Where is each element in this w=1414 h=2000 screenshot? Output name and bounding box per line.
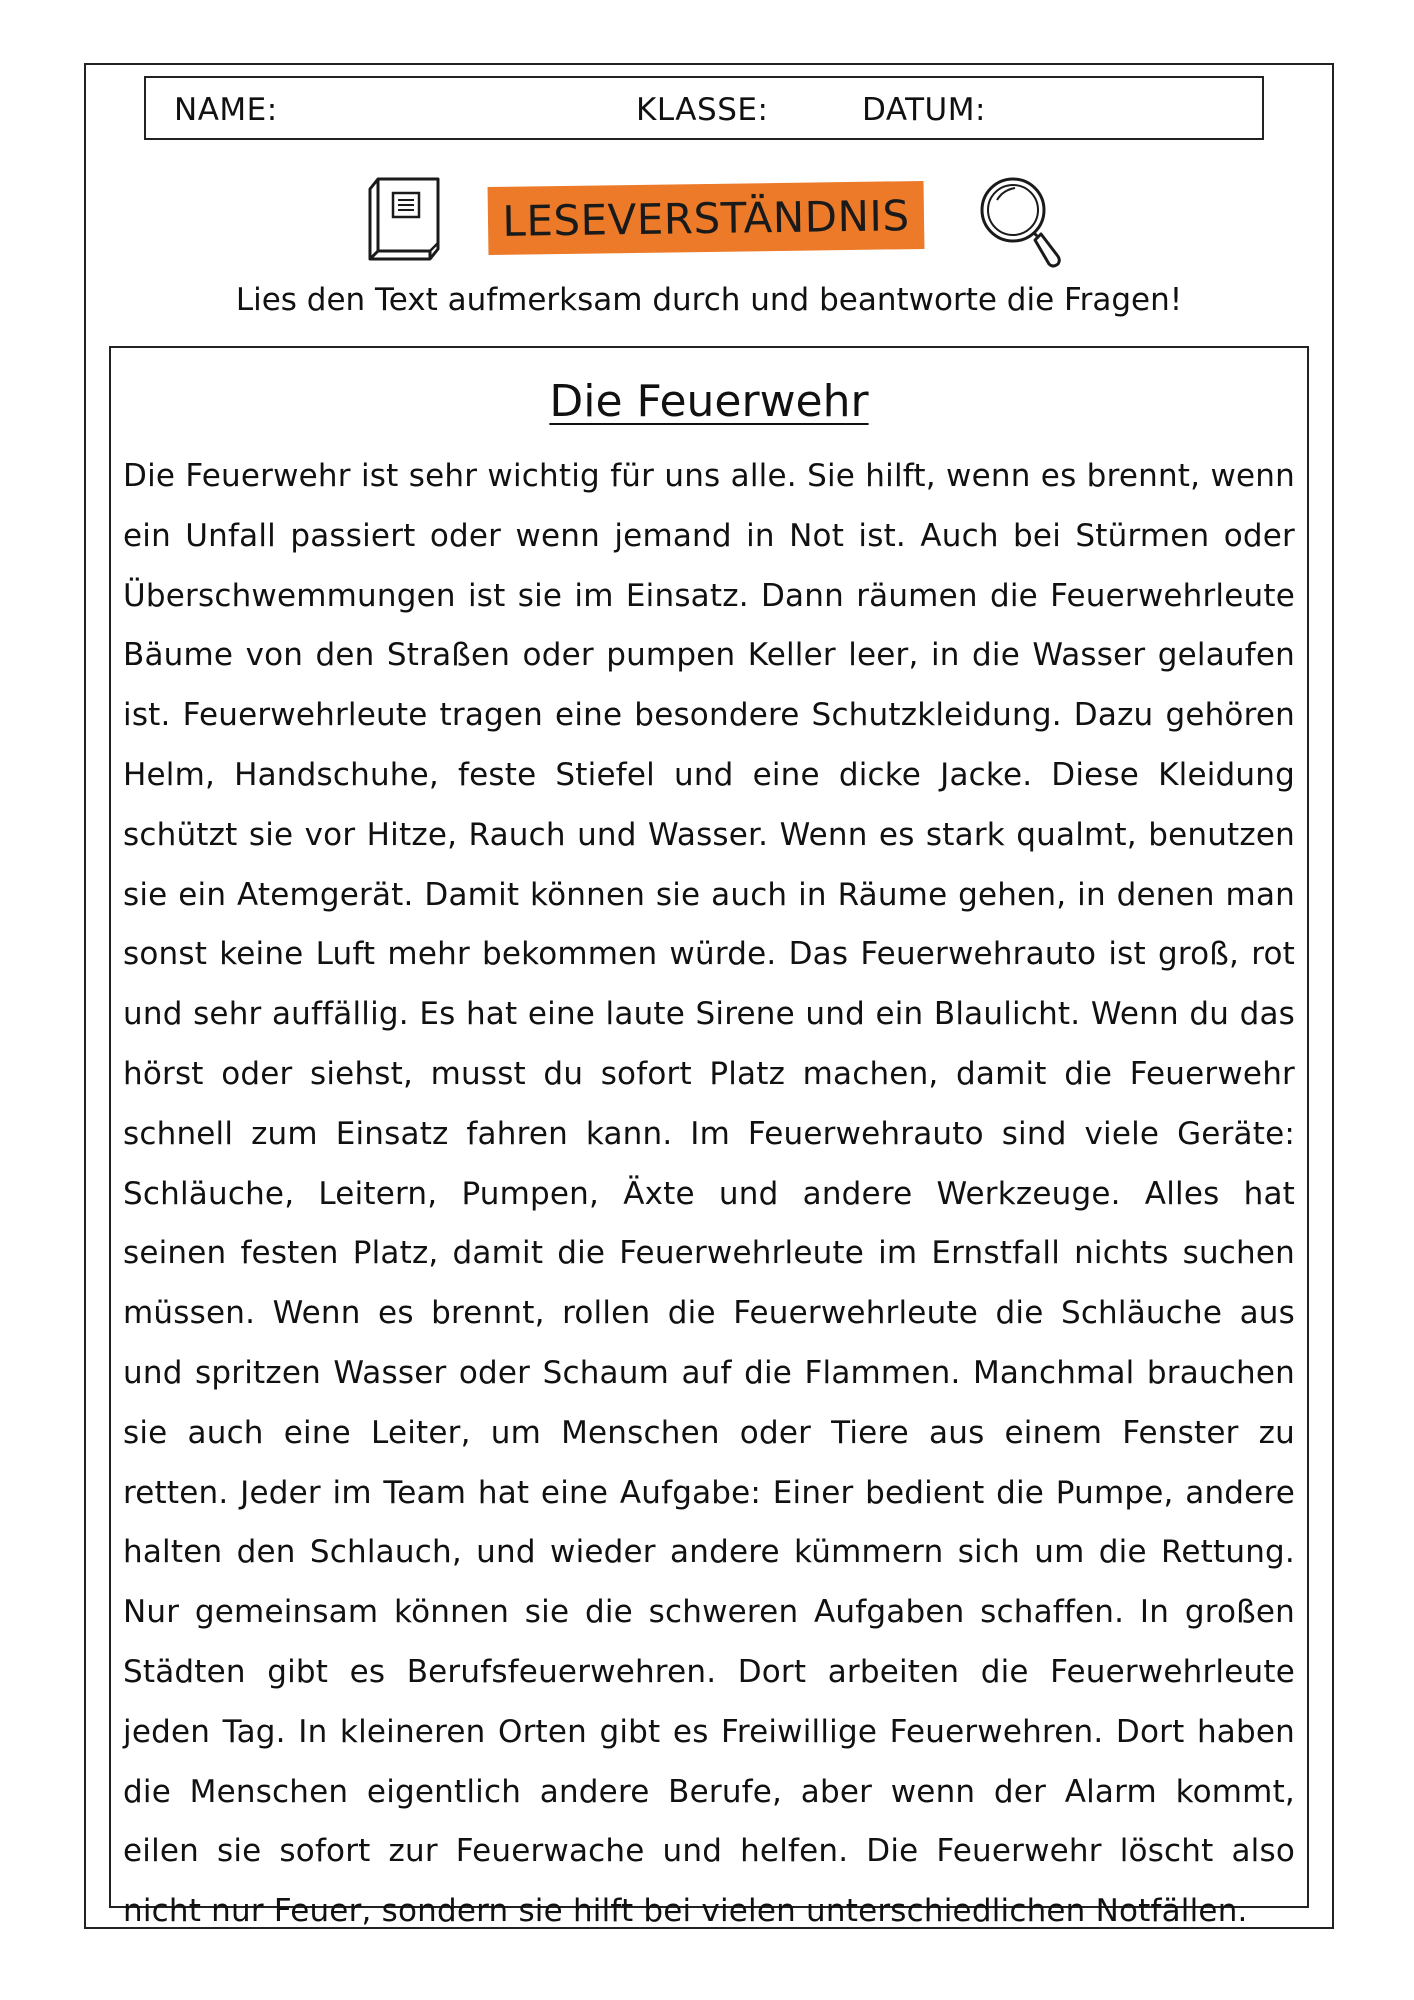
class-label: KLASSE: — [636, 92, 769, 128]
section-title: LESEVERSTÄNDNIS — [502, 190, 910, 246]
student-info-box — [144, 76, 1264, 140]
date-label: DATUM: — [862, 92, 986, 128]
story-title: Die Feuerwehr — [549, 376, 869, 427]
reading-text-box — [109, 346, 1309, 1930]
magnifier-icon — [975, 170, 1065, 270]
instruction-text: Lies den Text aufmerksam durch und beantworte die Fragen! — [235, 282, 1183, 318]
book-icon — [364, 175, 444, 261]
section-title-banner — [488, 181, 925, 255]
story-body: Die Feuerwehr ist sehr wichtig für uns alle. Sie hilft, wenn es brennt, wenn ein Unfall passiert oder wenn jemand in Not ist. Auch bei Stürmen oder Überschwemmungen ist sie im Einsatz. Dann räumen die Feuerwehrleute Bäume von den Straßen oder pumpen Keller leer, in die Wasser gelaufen ist. Feuerwehrleute tragen eine besondere Schutzkleidung. Dazu gehören Helm, Handschuhe, feste Stiefel und eine dicke Jacke. Diese Kleidung schützt sie vor Hitze, Rauch und Wasser. Wenn es stark qualmt, benutzen sie ein Atemgerät. Damit können sie auch in Räume gehen, in denen man sonst keine Luft mehr bekommen würde. Das Feuerwehrauto ist groß, rot und sehr auffällig. Es hat eine laute Sirene und ein Blaulicht. Wenn du das hörst oder siehst, musst du sofort Platz machen, damit die Feuerwehr schnell zum Einsatz fahren kann. Im Feuerwehrauto sind viele Geräte: Schläuche, Leitern, Pumpen, Äxte und andere Werkzeuge. Alles hat seinen festen Platz, damit die Feuerwehrleute im Ernstfall nichts suchen müssen. Wenn es brennt, rollen die Feuerwehrleute die Schläuche aus und spritzen Wasser oder Schaum auf die Flammen. Manchmal brauchen sie auch eine Leiter, um Menschen oder Tiere aus einem Fenster zu retten. Jeder im Team hat eine Aufgabe: Einer bedient die Pumpe, andere halten den Schlauch, und wieder andere kümmern sich um die Rettung. Nur gemeinsam können sie die schweren Aufgaben schaffen. In großen Städten gibt es Berufsfeuerwehren. Dort arbeiten die Feuerwehrleute jeden Tag. In kleineren Orten gibt es Freiwillige Feuerwehren. Dort haben die Menschen eigentlich andere Berufe, aber wenn der Alarm kommt, eilen sie sofort zur Feuerwache und helfen. Die Feuerwehr löscht also nicht nur Feuer, sondern sie hilft bei vielen unterschiedlichen Notfällen. — [123, 458, 1295, 1930]
name-label: NAME: — [174, 92, 278, 128]
